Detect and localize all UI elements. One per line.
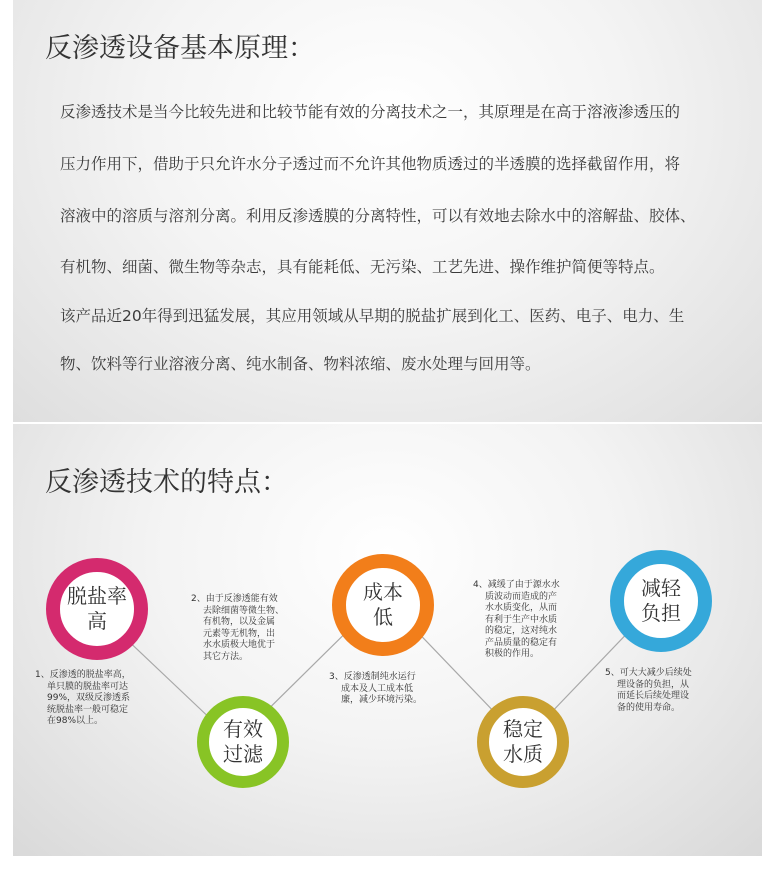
feature-label: 负担: [641, 601, 681, 625]
feature-circle-reduce-burden: [610, 550, 712, 652]
feature-label: 成本: [363, 580, 403, 604]
features-heading: 反渗透技术的特点：: [45, 467, 288, 498]
feature-note-1: 1、反渗透的脱盐率高， 单只膜的脱盐率可达 99%，双级反渗透系 统脱盐率一般可稳定 在98%以上。: [35, 670, 131, 726]
feature-label: 有效: [223, 717, 263, 741]
feature-label: 水质: [503, 742, 543, 766]
feature-note-4: 4、减缓了由于源水水 质波动而造成的产 水水质变化，从而 有利于生产中水质 的稳定，这对纯水 产品质量的稳定有 积极的作用。: [473, 580, 560, 659]
feature-circle-effective-filtration: [197, 696, 289, 788]
principle-heading: 反渗透设备基本原理：: [45, 33, 315, 64]
feature-label: 高: [87, 609, 107, 633]
feature-label: 减轻: [641, 576, 681, 600]
principle-line-2: 压力作用下，借助于只允许水分子透过而不允许其他物质透过的半透膜的选择截留作用，将: [60, 155, 681, 173]
feature-label: 稳定: [503, 717, 543, 741]
features-panel: [13, 424, 762, 856]
feature-note-5: 5、可大大减少后续处 理设备的负担，从 而延长后续处理设 备的使用寿命。: [605, 668, 692, 713]
principle-line-1: 反渗透技术是当今比较先进和比较节能有效的分离技术之一，其原理是在高于溶液渗透压的: [60, 103, 681, 121]
feature-note-3: 3、反渗透制纯水运行 成本及人工成本低 廉，减少环境污染。: [329, 672, 423, 705]
principle-line-4: 有机物、细菌、微生物等杂志，具有能耗低、无污染、工艺先进、操作维护简便等特点。: [60, 258, 665, 276]
feature-label: 低: [373, 605, 393, 629]
feature-note-2: 2、由于反渗透能有效 去除细菌等微生物、 有机物，以及金属 元素等无机物，出 水水质极大地优于 其它方法。: [191, 594, 285, 662]
feature-label: 脱盐率: [67, 584, 127, 608]
feature-circle-stable-water: [477, 696, 569, 788]
principle-line-5: 该产品近20年得到迅猛发展，其应用领域从早期的脱盐扩展到化工、医药、电子、电力、生: [60, 307, 685, 325]
feature-circle-high-desalination: [46, 558, 148, 660]
feature-circle-low-cost: [332, 554, 434, 656]
feature-label: 过滤: [223, 742, 263, 766]
principle-line-6: 物、饮料等行业溶液分离、纯水制备、物料浓缩、废水处理与回用等。: [60, 355, 541, 373]
principle-line-3: 溶液中的溶质与溶剂分离。利用反渗透膜的分离特性，可以有效地去除水中的溶解盐、胶体、: [60, 207, 696, 225]
principle-panel: [13, 0, 762, 422]
